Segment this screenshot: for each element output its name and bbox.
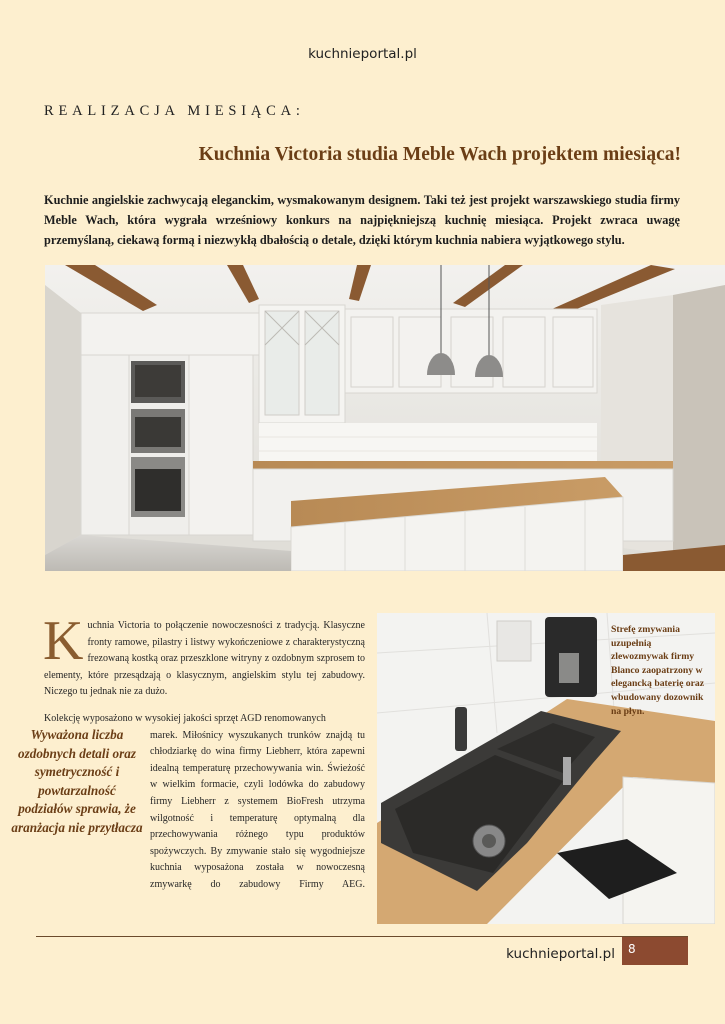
kitchen-photo: [45, 265, 725, 571]
article-lead: Kuchnie angielskie zachwycają eleganckim, wysmakowanym designem. Taki też jest projekt warszawskiego studia firmy Meble Wach, która wygrała wrześniowy konkurs na najpiękniejszą kuchnię miesiąca. Projekt zwraca uwagę przemyślaną, ciekawą formą i niezwykłą dbałością o detale, dzięki którym kuchnia nabiera wyjątkowego stylu.: [44, 193, 680, 247]
footer-site-name: kuchnieportal.pl: [506, 946, 615, 962]
footer-rule: [36, 936, 688, 937]
body-paragraph-1: [43, 610, 365, 701]
pull-quote: Wyważona liczba ozdobnych detali oraz symetryczność i powtarzalność podziałów sprawia, że aranżacja nie przytłacza: [11, 727, 143, 835]
article-title: Kuchnia Victoria studia Meble Wach projektem miesiąca!: [198, 144, 681, 165]
body-paragraph-2: Kolekcję wyposażono w wysokiej jakości sprzęt AGD renomowanych: [44, 712, 326, 724]
photo-caption: Strefę zmywania uzupełnią zlewozmywak firmy Blanco zaopatrzony w elegancką baterię oraz wbudowany dozownik na płyn.: [611, 624, 705, 717]
body-paragraph-1-text: uchnia Victoria to połączenie nowoczesności z tradycją. Klasyczne fronty ramowe, pilastry i listwy wykończeniowe z charakterystyczną frezowaną kostką oraz przeszklone witryny z ozdobnym szprosem to elementy, które przesądzają o klasycznym, angielskim stylu tej zabudowy. Niczego tu jednak nie za dużo.: [44, 620, 365, 698]
body-paragraph-3: marek. Miłośnicy wyszukanych trunków znajdą tu chłodziarkę do wina firmy Liebherr, która zapewni idealną temperaturę przechowywania win. Świeżość w wielkim formacie, czyli lodówka do zabudowy firmy Liebherr z systemem BioFresh utrzyma wilgotność i temperaturę optymalną dla przechowywania różnego typu produktów spożywczych. By zmywanie stało się wygodniejsze kuchnia wyposażona została w nowoczesną zmywarkę do zabudowy Firmy AEG.: [150, 729, 365, 890]
drop-cap: K: [43, 610, 84, 672]
header-site-name: kuchnieportal.pl: [308, 46, 417, 62]
page-number: 8: [622, 937, 688, 965]
section-kicker: REALIZACJA MIESIĄCA:: [44, 103, 305, 119]
